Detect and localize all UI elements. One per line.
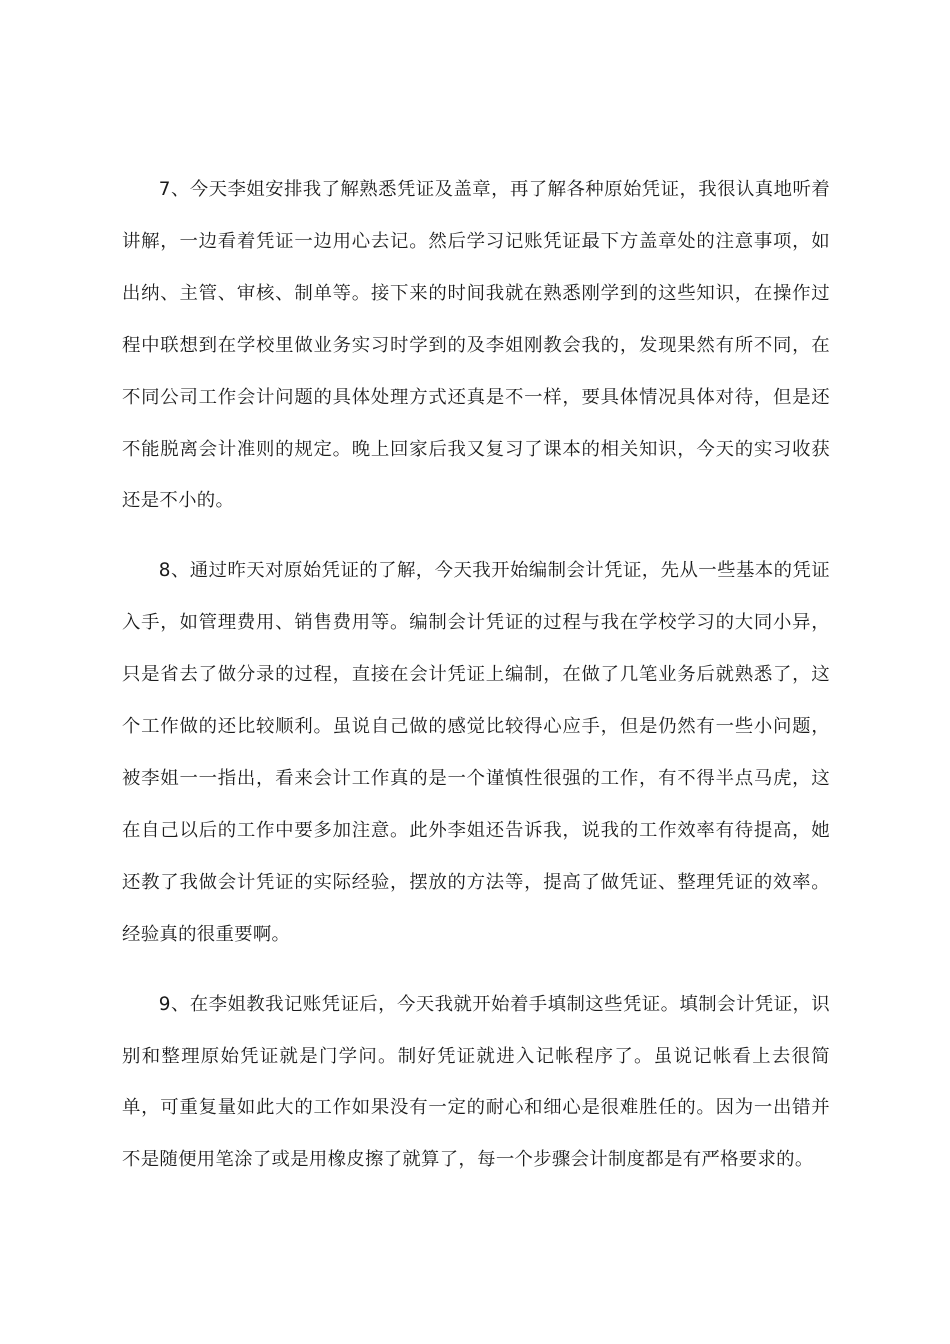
document-body [122,164,830,1186]
paragraph-8: 8、通过昨天对原始凭证的了解，今天我开始编制会计凭证，先从一些基本的凭证入手，如管理费用、销售费用等。编制会计凭证的过程与我在学校学习的大同小异，只是省去了做分录的过程，直接在会计凭证上编制，在做了几笔业务后就熟悉了，这个工作做的还比较顺利。虽说自己做的感觉比较得心应手，但是仍然有一些小问题，被李姐一一指出，看来会计工作真的是一个谨慎性很强的工作，有不得半点马虎，这在自己以后的工作中要多加注意。此外李姐还告诉我，说我的工作效率有待提高，她还教了我做会计凭证的实际经验，摆放的方法等，提高了做凭证、整理凭证的效率。经验真的很重要啊。 [122,560,830,945]
paragraph-9: 9、在李姐教我记账凭证后，今天我就开始着手填制这些凭证。填制会计凭证，识别和整理原始凭证就是门学问。制好凭证就进入记帐程序了。虽说记帐看上去很简单，可重复量如此大的工作如果没有一定的耐心和细心是很难胜任的。因为一出错并不是随便用笔涂了或是用橡皮擦了就算了，每一个步骤会计制度都是有严格要求的。 [122,993,830,1171]
paragraph-7: 7、今天李姐安排我了解熟悉凭证及盖章，再了解各种原始凭证，我很认真地听着讲解，一边看着凭证一边用心去记。然后学习记账凭证最下方盖章处的注意事项，如出纳、主管、审核、制单等。接下来的时间我就在熟悉刚学到的这些知识，在操作过程中联想到在学校里做业务实习时学到的及李姐刚教会我的，发现果然有所不同，在不同公司工作会计问题的具体处理方式还真是不一样，要具体情况具体对待，但是还不能脱离会计准则的规定。晚上回家后我又复习了课本的相关知识，今天的实习收获还是不小的。 [122,179,830,512]
